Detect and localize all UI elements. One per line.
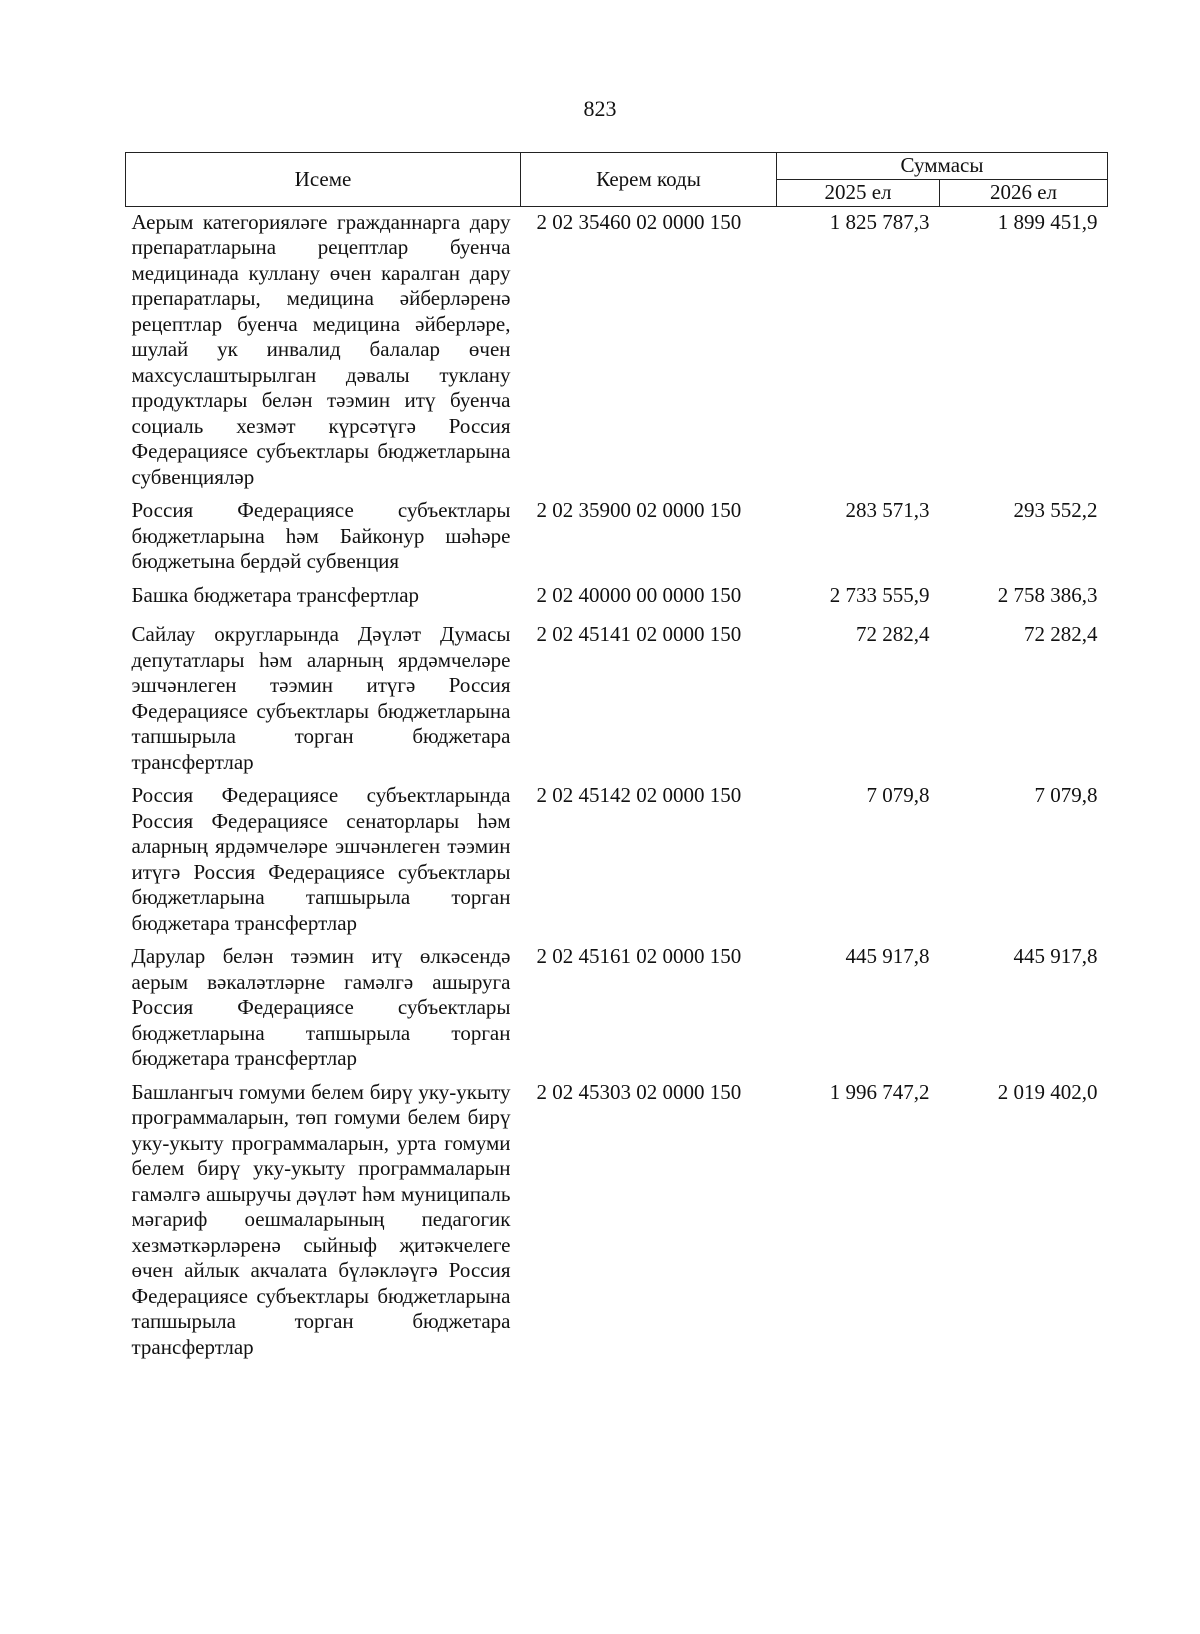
page-number: 823 <box>583 96 617 121</box>
row-name: Башка бюджетара трансфертлар <box>131 582 420 607</box>
table-row <box>126 498 1108 583</box>
header-year-2026: 2026 ел <box>940 180 1108 207</box>
row-code: 2 02 40000 00 0000 150 <box>536 582 742 607</box>
header-name: Исеме <box>126 153 521 207</box>
header-code: Керем коды <box>521 153 777 207</box>
table-header <box>126 153 1108 207</box>
row-code: 2 02 45141 02 0000 150 <box>536 622 742 646</box>
table-row <box>126 1080 1108 1369</box>
row-amount-2026: 2 019 402,0 <box>997 1079 1098 1104</box>
row-amount-2026: 293 552,2 <box>1013 498 1098 522</box>
row-amount-2026: 2 758 386,3 <box>997 582 1098 607</box>
budget-table <box>125 152 1108 1368</box>
row-name: Россия Федерациясе субъектлары бюджетларына һәм Байконур шәһәре бюджетына бердәй субвенция <box>131 498 511 573</box>
table-row <box>126 622 1108 783</box>
row-amount-2025: 445 917,8 <box>845 944 930 968</box>
row-name: Башлангыч гомуми белем бирү уку-укыту программаларын, төп гомуми белем бирү уку-укыту программаларын, урта гомуми белем бирү уку-укыту программаларын гамәлгә ашыручы дәүләт һәм муниципаль мәгариф оешмаларының педагогик хезмәткәрләренә сыйныф җитәкчелеге өчен айлык акчалата бүләкләүгә Россия Федерациясе субъектлары бюджетларына тапшырыла торган бюджетара трансфертлар <box>131 1079 511 1359</box>
row-amount-2025: 72 282,4 <box>856 622 930 646</box>
row-name: Аерым категорияләге гражданнарга дару препаратларына рецептлар буенча медицинада куллану өчен каралган дару препаратлары, медицина әйберләренә рецептлар буенча медицина әйберләре, шулай ук инвалид балалар өчен махсуслаштырылган дәвалы туклану продуктлары белән тәэмин итү буенча социаль хезмәт күрсәтүгә Россия Федерациясе субъектлары бюджетларына субвенцияләр <box>131 209 511 489</box>
row-amount-2025: 7 079,8 <box>866 783 930 807</box>
row-amount-2025: 283 571,3 <box>845 498 930 522</box>
row-amount-2026: 1 899 451,9 <box>997 209 1098 234</box>
row-code: 2 02 45161 02 0000 150 <box>536 944 742 968</box>
row-amount-2025: 2 733 555,9 <box>829 582 930 607</box>
header-year-2025: 2025 ел <box>777 180 940 207</box>
table-row <box>126 583 1108 623</box>
table-row <box>126 944 1108 1080</box>
row-amount-2025: 1 996 747,2 <box>829 1079 930 1104</box>
table-row <box>126 206 1108 498</box>
row-amount-2026: 72 282,4 <box>1024 622 1098 646</box>
header-sums: Суммасы <box>777 153 1108 180</box>
row-code: 2 02 35900 02 0000 150 <box>536 498 742 522</box>
row-name: Россия Федерациясе субъектларында Россия Федерациясе сенаторлары һәм аларның ярдәмчеләре эшчәнлеген тәэмин итүгә Россия Федерациясе субъектлары бюджетларына тапшырыла торган бюджетара трансфертлар <box>131 783 511 935</box>
table-body <box>126 206 1108 1368</box>
row-code: 2 02 35460 02 0000 150 <box>536 209 742 234</box>
row-amount-2025: 1 825 787,3 <box>829 209 930 234</box>
row-code: 2 02 45142 02 0000 150 <box>536 783 742 807</box>
row-amount-2026: 7 079,8 <box>1034 783 1098 807</box>
row-name: Дарулар белән тәэмин итү өлкәсендә аерым вәкаләтләрне гамәлгә ашыруга Россия Федерациясе субъектлары бюджетларына тапшырыла торган бюджетара трансфертлар <box>131 944 511 1070</box>
row-amount-2026: 445 917,8 <box>1013 944 1098 968</box>
row-name: Сайлау округларында Дәүләт Думасы депутатлары һәм аларның ярдәмчеләре эшчәнлеген тәэмин итүгә Россия Федерациясе субъектлары бюджетларына тапшырыла торган бюджетара трансфертлар <box>131 622 511 774</box>
table-row <box>126 783 1108 944</box>
row-code: 2 02 45303 02 0000 150 <box>536 1079 742 1104</box>
